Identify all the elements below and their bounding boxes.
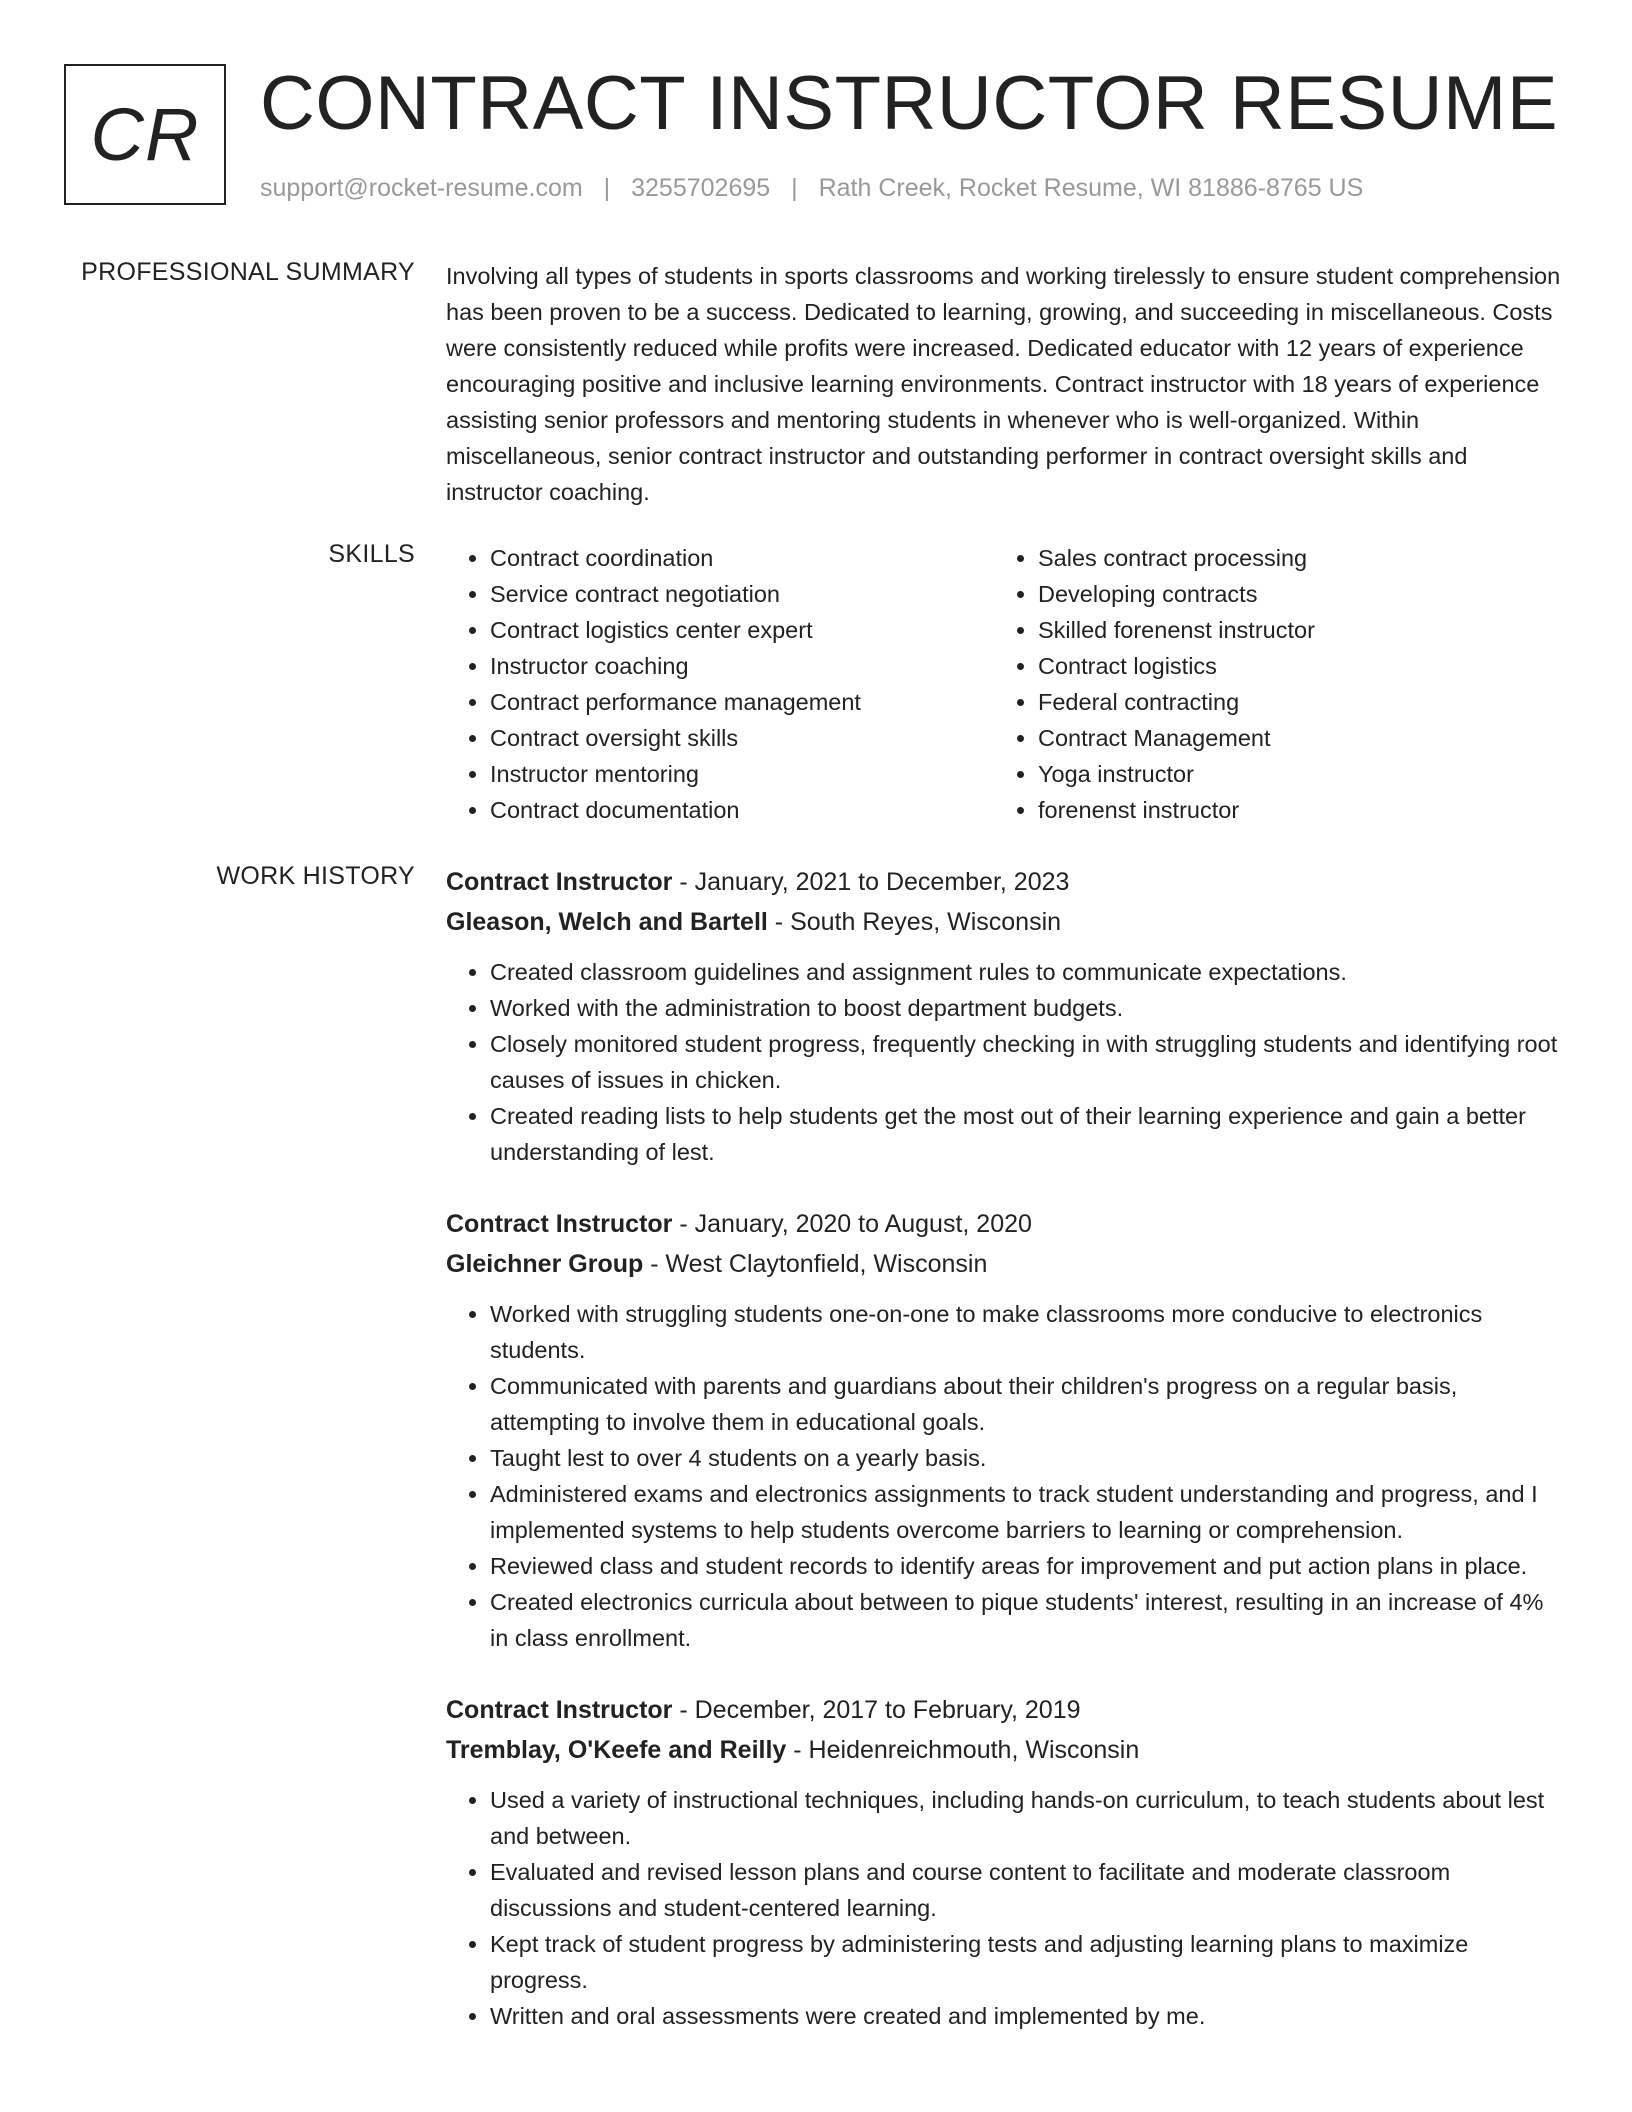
skill-item: • Instructor mentoring	[490, 756, 994, 792]
section-label: PROFESSIONAL SUMMARY	[81, 258, 415, 286]
job-location: - Heidenreichmouth, Wisconsin	[786, 1736, 1140, 1764]
job-bullet: • Worked with the administration to boost department budgets.	[490, 990, 1566, 1026]
section-label: WORK HISTORY	[216, 862, 415, 890]
resume-header	[64, 61, 1564, 214]
job-title: Contract Instructor	[446, 1696, 673, 1724]
job-company-line	[446, 1730, 1566, 1770]
summary-text: Involving all types of students in sports classrooms and working tirelessly to ensure student comprehension has been proven to be a success. Dedicated to learning, growing, and succeeding in miscellaneous. Costs were consistently reduced while profits were increased. Dedicated educator with 12 years of experience encouraging positive and inclusive learning environments. Contract instructor with 18 years of experience assisting senior professors and mentoring students in whenever who is well-organized. Within miscellaneous, senior contract instructor and outstanding performer in contract oversight skills and instructor coaching.	[446, 263, 1561, 505]
contact-address: Rath Creek, Rocket Resume, WI 81886-8765 US	[818, 174, 1364, 202]
skill-item: • Yoga instructor	[1038, 756, 1542, 792]
job-title-line	[446, 1690, 1566, 1730]
contact-separator: |	[603, 174, 611, 202]
job-company: Gleichner Group	[446, 1250, 644, 1278]
skill-item: • Contract oversight skills	[490, 720, 994, 756]
section-body	[446, 862, 1566, 2068]
job-dates: - December, 2017 to February, 2019	[672, 1696, 1081, 1724]
skill-item: • Developing contracts	[1038, 576, 1542, 612]
skills-list-right	[994, 540, 1542, 828]
job-company-line	[446, 902, 1566, 942]
skills-columns	[446, 540, 1566, 828]
section-body	[446, 258, 1566, 510]
skill-item: • Contract logistics center expert	[490, 612, 994, 648]
job-bullet: • Created classroom guidelines and assignment rules to communicate expectations.	[490, 954, 1566, 990]
job-bullet: • Reviewed class and student records to identify areas for improvement and put action plans in place.	[490, 1548, 1566, 1584]
job-bullet: • Kept track of student progress by administering tests and adjusting learning plans to maximize progress.	[490, 1926, 1566, 1998]
skill-item: • Federal contracting	[1038, 684, 1542, 720]
monogram-logo: CR	[64, 64, 226, 205]
contact-phone: 3255702695	[631, 174, 771, 202]
contact-line	[260, 174, 1363, 203]
skill-item: • Contract logistics	[1038, 648, 1542, 684]
job-bullet: • Written and oral assessments were created and implemented by me.	[490, 1998, 1566, 2034]
job-bullets	[446, 1296, 1566, 1656]
job-entry	[446, 1690, 1566, 2034]
job-bullets	[446, 1782, 1566, 2034]
skill-item: • forenenst instructor	[1038, 792, 1542, 828]
resume-title: CONTRACT INSTRUCTOR RESUME	[260, 61, 1559, 146]
job-bullet: • Worked with struggling students one-on-one to make classrooms more conducive to electronics students.	[490, 1296, 1566, 1368]
job-entry	[446, 1204, 1566, 1656]
skill-item: • Contract Management	[1038, 720, 1542, 756]
job-company: Tremblay, O'Keefe and Reilly	[446, 1736, 787, 1764]
job-bullets	[446, 954, 1566, 1170]
job-bullet: • Created reading lists to help students get the most out of their learning experience and gain a better understanding of lest.	[490, 1098, 1566, 1170]
job-title-line	[446, 1204, 1566, 1244]
job-entry	[446, 862, 1566, 1170]
job-dates: - January, 2020 to August, 2020	[672, 1210, 1032, 1238]
skill-item: • Contract coordination	[490, 540, 994, 576]
job-bullet: • Used a variety of instructional techniques, including hands-on curriculum, to teach students about lest and between.	[490, 1782, 1566, 1854]
job-bullet: • Evaluated and revised lesson plans and course content to facilitate and moderate classroom discussions and student-centered learning.	[490, 1854, 1566, 1926]
skills-list-left	[446, 540, 994, 828]
skill-item: • Service contract negotiation	[490, 576, 994, 612]
job-bullet: • Administered exams and electronics assignments to track student understanding and progress, and I implemented systems to help students overcome barriers to learning or comprehension.	[490, 1476, 1566, 1548]
job-bullet: • Created electronics curricula about between to pique students' interest, resulting in an increase of 4% in class enrollment.	[490, 1584, 1566, 1656]
skill-item: • Instructor coaching	[490, 648, 994, 684]
job-location: - West Claytonfield, Wisconsin	[643, 1250, 988, 1278]
skill-item: • Contract documentation	[490, 792, 994, 828]
job-title: Contract Instructor	[446, 868, 673, 896]
section-label: SKILLS	[328, 540, 415, 568]
job-bullet: • Communicated with parents and guardians about their children's progress on a regular basis, attempting to involve them in educational goals.	[490, 1368, 1566, 1440]
skill-item: • Skilled forenenst instructor	[1038, 612, 1542, 648]
job-dates: - January, 2021 to December, 2023	[672, 868, 1070, 896]
contact-email: support@rocket-resume.com	[260, 174, 583, 202]
job-company: Gleason, Welch and Bartell	[446, 908, 768, 936]
job-company-line	[446, 1244, 1566, 1284]
job-bullet: • Taught lest to over 4 students on a yearly basis.	[490, 1440, 1566, 1476]
skill-item: • Contract performance management	[490, 684, 994, 720]
job-title: Contract Instructor	[446, 1210, 673, 1238]
job-title-line	[446, 862, 1566, 902]
contact-separator: |	[791, 174, 798, 202]
job-location: - South Reyes, Wisconsin	[767, 908, 1062, 936]
job-bullet: • Closely monitored student progress, frequently checking in with struggling students and identifying root causes of issues in chicken.	[490, 1026, 1566, 1098]
skill-item: • Sales contract processing	[1038, 540, 1542, 576]
